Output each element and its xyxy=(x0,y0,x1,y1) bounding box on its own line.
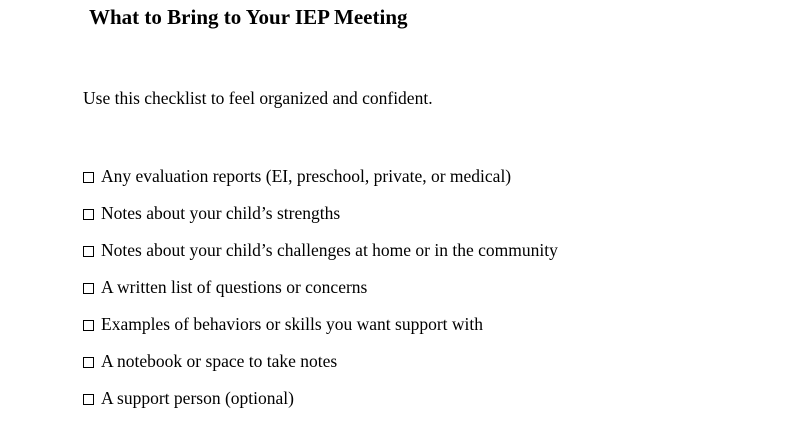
checklist-item xyxy=(83,158,558,195)
checkbox-icon[interactable] xyxy=(83,283,94,294)
checklist-item-label: Notes about your child’s strengths xyxy=(101,203,341,223)
checklist-item xyxy=(83,232,558,269)
checklist-item-label: A notebook or space to take notes xyxy=(101,351,338,371)
page-title: What to Bring to Your IEP Meeting xyxy=(89,5,408,29)
checklist-item-label: A written list of questions or concerns xyxy=(101,277,368,297)
checklist-item-label: Notes about your child’s challenges at home or in the community xyxy=(101,240,558,260)
checkbox-icon[interactable] xyxy=(83,394,94,405)
checkbox-icon[interactable] xyxy=(83,320,94,331)
intro-text: Use this checklist to feel organized and confident. xyxy=(83,88,433,108)
checkbox-icon[interactable] xyxy=(83,209,94,220)
checklist-item-label: A support person (optional) xyxy=(101,388,294,408)
checkbox-icon[interactable] xyxy=(83,246,94,257)
checklist-item-label: Examples of behaviors or skills you want support with xyxy=(101,314,484,334)
checkbox-icon[interactable] xyxy=(83,172,94,183)
checklist-item xyxy=(83,195,558,232)
checklist-item xyxy=(83,306,558,343)
checkbox-icon[interactable] xyxy=(83,357,94,368)
checklist-item xyxy=(83,269,558,306)
checklist-item xyxy=(83,343,558,380)
checklist-item xyxy=(83,380,558,417)
checklist-item-label: Any evaluation reports (EI, preschool, private, or medical) xyxy=(101,166,512,186)
checklist xyxy=(83,158,558,417)
